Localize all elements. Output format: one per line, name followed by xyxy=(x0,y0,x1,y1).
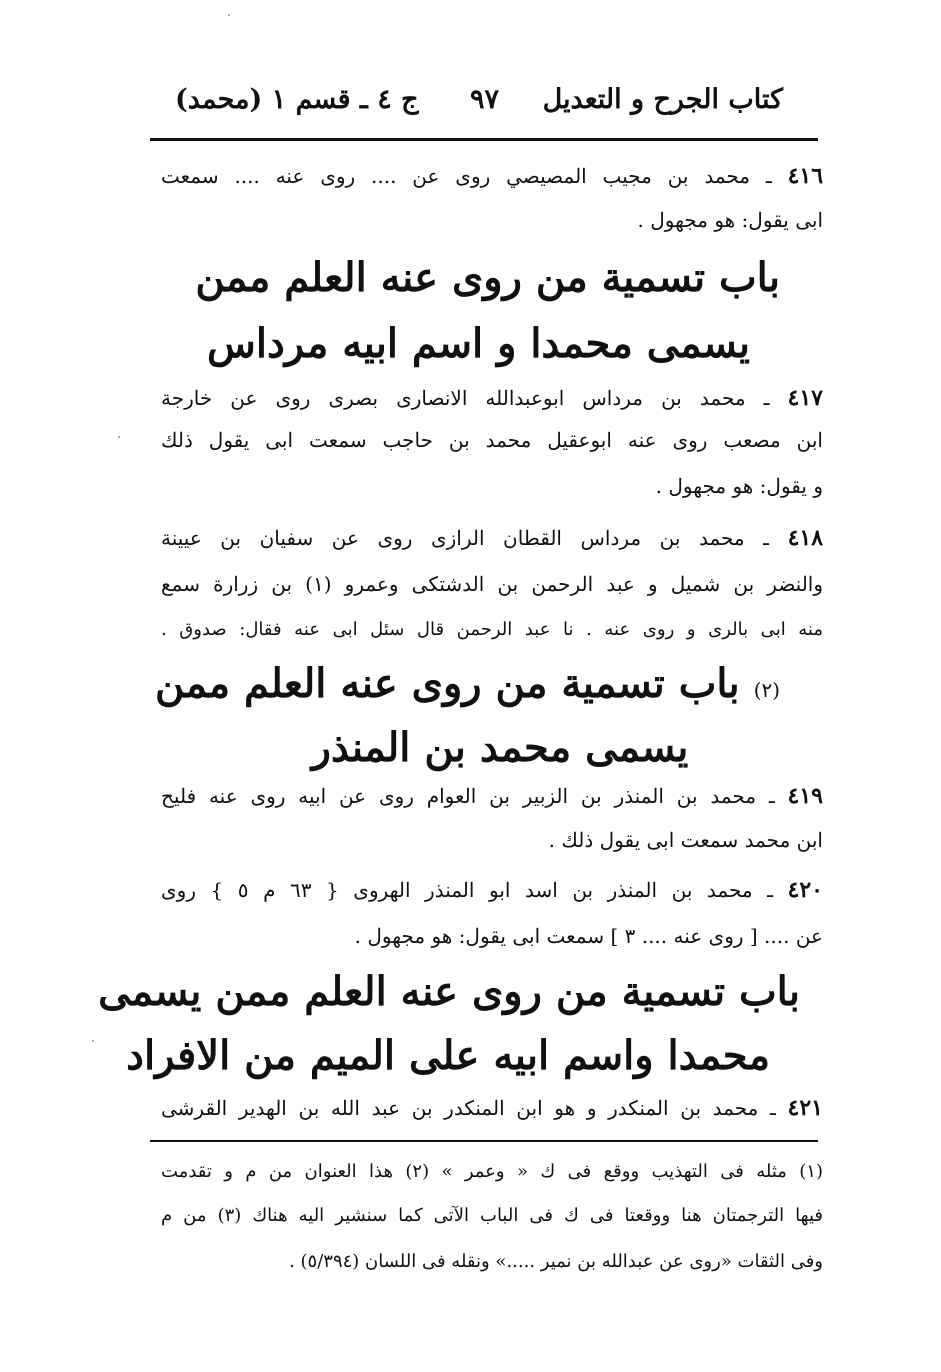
entry-number: ٤١٨ xyxy=(787,525,824,551)
entry-text: محمد بن المنذر بن اسد ابو المنذر الهروى { ٦٣ م ٥ } روى xyxy=(161,878,753,902)
chapter-heading-munzir-line-2: يسمى محمد بن المنذر xyxy=(311,724,689,771)
footnote-rule xyxy=(150,1140,818,1142)
entry-420-line-2: عن .... [ روى عنه .... ٣ ] سمعت ابى يقول: هو مجهول . xyxy=(354,924,823,948)
page-number: ٩٧ xyxy=(470,84,500,115)
entry-number: ٤١٧ xyxy=(787,385,823,411)
entry-416-line-2: ابى يقول: هو مجهول . xyxy=(637,208,823,232)
scan-speck xyxy=(118,436,120,438)
entry-421-line-1: ٤٢١ ـ محمد بن المنكدر و هو ابن المنكدر بن عبد الله بن الهدير القرشى xyxy=(161,1095,823,1121)
entry-text: محمد بن مجيب المصيصي روى عن .... روى عنه .... سمعت xyxy=(161,164,751,188)
book-title: كتاب الجرح و التعديل xyxy=(542,84,783,115)
entry-419-line-2: ابن محمد سمعت ابى يقول ذلك . xyxy=(548,828,823,852)
chapter-heading-afrad-line-2: محمدا واسم ابيه على الميم من الافراد xyxy=(126,1032,770,1079)
footnote-line-3: وفى الثقات «روى عن عبدالله بن نمير .....» ونقله فى اللسان (٥/٣٩٤) . xyxy=(289,1251,823,1272)
entry-text: محمد بن مرداس القطان الرازى روى عن سفيان بن عيينة xyxy=(161,526,745,550)
entry-418-line-1: ٤١٨ ـ محمد بن مرداس القطان الرازى روى عن سفيان بن عيينة xyxy=(161,525,824,551)
entry-419-line-1: ٤١٩ ـ محمد بن المنذر بن الزبير بن العوام روى عن ابيه روى عنه فليح xyxy=(161,783,823,809)
entry-text: محمد بن مرداس ابوعبدالله الانصارى بصرى روى عن خارجة xyxy=(161,386,746,410)
scan-speck xyxy=(228,14,230,16)
entry-416-line-1: ٤١٦ ـ محمد بن مجيب المصيصي روى عن .... روى عنه .... سمعت xyxy=(161,163,824,189)
entry-text: محمد بن المنكدر و هو ابن المنكدر بن عبد الله بن الهدير القرشى xyxy=(161,1096,759,1120)
entry-418-line-3: منه ابى بالرى و روى عنه . نا عبد الرحمن قال سئل ابى عنه فقال: صدوق . xyxy=(161,619,823,640)
entry-417-line-3: و يقول: هو مجهول . xyxy=(655,474,823,498)
chapter-heading-mirdas-line-1: باب تسمية من روى عنه العلم ممن xyxy=(195,254,780,301)
footnote-marker: (٢) xyxy=(753,678,780,702)
entry-text: محمد بن المنذر بن الزبير بن العوام روى عن ابيه روى عنه فليح xyxy=(161,784,757,808)
entry-number: ٤٢١ xyxy=(787,1095,823,1121)
heading-text: باب تسمية من روى عنه العلم ممن xyxy=(155,660,740,707)
chapter-heading-afrad-line-1: باب تسمية من روى عنه العلم ممن يسمى xyxy=(98,968,800,1015)
scan-speck xyxy=(92,1040,94,1042)
entry-418-line-2: والنضر بن شميل و عبد الرحمن بن الدشتكى وعمرو (١) بن زرارة سمع xyxy=(161,572,824,596)
entry-420-line-1: ٤٢٠ ـ محمد بن المنذر بن اسد ابو المنذر الهروى { ٦٣ م ٥ } روى xyxy=(161,877,823,903)
chapter-heading-mirdas-line-2: يسمى محمدا و اسم ابيه مرداس xyxy=(207,320,750,367)
footnote-line-2: فيها الترجمتان هنا ووقعتا فى ك فى الباب الآتى كما سنشير اليه هناك (٣) من م xyxy=(161,1205,823,1226)
entry-417-line-1: ٤١٧ ـ محمد بن مرداس ابوعبدالله الانصارى بصرى روى عن خارجة xyxy=(161,385,823,411)
footnote-line-1: (١) مثله فى التهذيب ووقع فى ك « وعمر » (٢) هذا العنوان من م و تقدمت xyxy=(161,1161,823,1182)
header-rule xyxy=(150,138,818,141)
entry-number: ٤١٩ xyxy=(787,783,823,809)
entry-417-line-2: ابن مصعب روى عنه ابوعقيل محمد بن حاجب سمعت ابى يقول ذلك xyxy=(161,428,823,452)
section-marker: (محمد) ج ٤ ـ قسم ١ xyxy=(175,84,419,115)
entry-number: ٤٢٠ xyxy=(787,877,823,903)
chapter-heading-munzir-line-1 xyxy=(155,654,780,720)
entry-number: ٤١٦ xyxy=(787,163,824,189)
